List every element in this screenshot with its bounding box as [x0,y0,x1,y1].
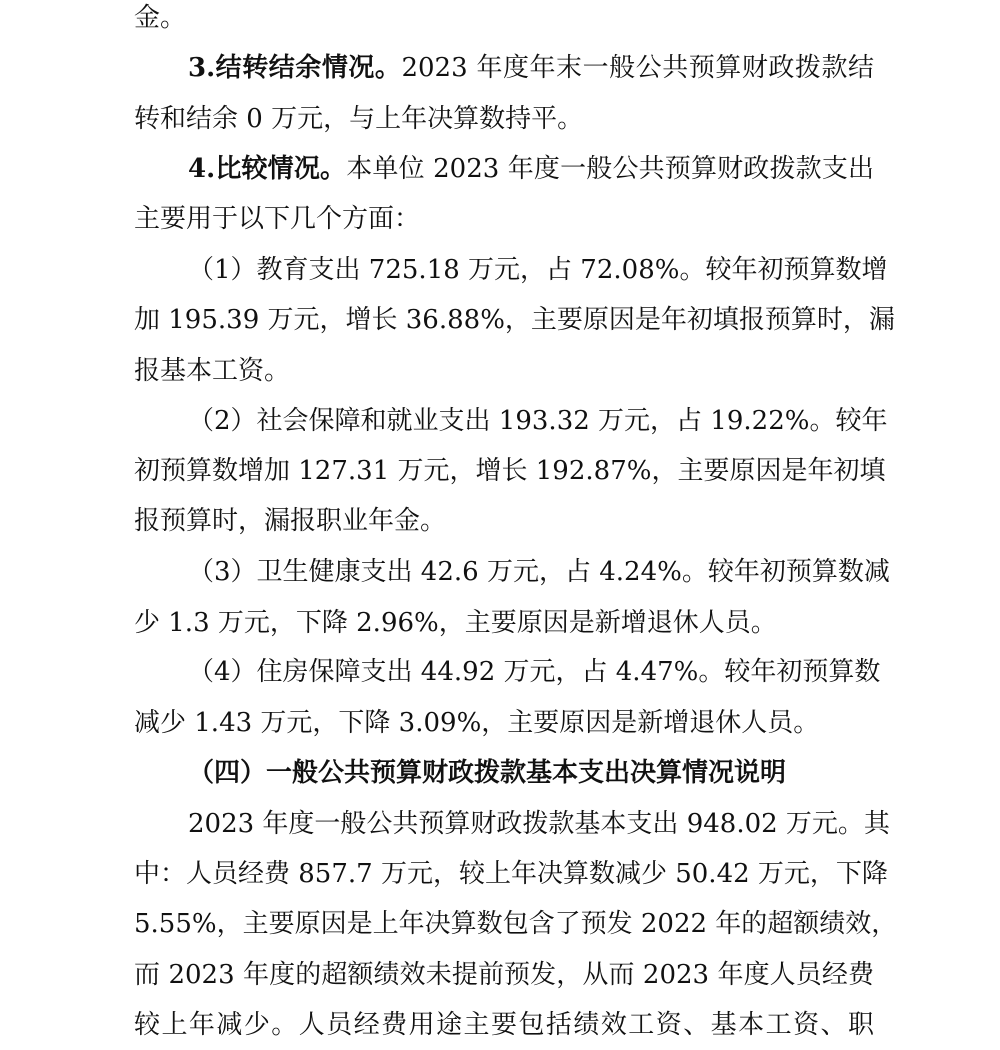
paragraph-line: 4.比较情况。本单位 2023 年度一般公共预算财政拨款支出 [188,154,874,184]
paragraph-line: 加 195.39 万元，增长 36.88%，主要原因是年初填报预算时，漏 [134,305,895,335]
paragraph-line: 中：人员经费 857.7 万元，较上年决算数减少 50.42 万元，下降 [134,859,888,889]
paragraph-line: 而 2023 年度的超额绩效未提前预发，从而 2023 年度人员经费 [134,960,874,990]
paragraph-line: 初预算数增加 127.31 万元，增长 192.87%，主要原因是年初填 [134,456,886,486]
paragraph-line: （3）卫生健康支出 42.6 万元，占 4.24%。较年初预算数减 [188,557,890,587]
paragraph-line: （1）教育支出 725.18 万元，占 72.08%。较年初预算数增 [188,255,888,285]
paragraph-line: 报预算时，漏报职业年金。 [134,506,447,536]
paragraph-line: 2023 年度一般公共预算财政拨款基本支出 948.02 万元。其 [188,809,890,839]
subsection-heading: （四）一般公共预算财政拨款基本支出决算情况说明 [188,758,787,788]
paragraph-line: 减少 1.43 万元，下降 3.09%，主要原因是新增退休人员。 [134,708,820,738]
paragraph-line: 转和结余 0 万元，与上年决算数持平。 [134,104,584,134]
paragraph-line: 少 1.3 万元，下降 2.96%，主要原因是新增退休人员。 [134,608,777,638]
paragraph-line: 主要用于以下几个方面： [134,204,421,234]
paragraph-line: 较上年减少。人员经费用途主要包括绩效工资、基本工资、职 [134,1010,874,1040]
paragraph-line: 3.结转结余情况。2023 年度年末一般公共预算财政拨款结 [188,53,874,83]
paragraph-line: 报基本工资。 [134,356,291,386]
paragraph-line: （2）社会保障和就业支出 193.32 万元，占 19.22%。较年 [188,406,888,436]
section-heading: 4.比较情况。 [188,154,347,184]
paragraph-line: （4）住房保障支出 44.92 万元，占 4.47%。较年初预算数 [188,657,881,687]
section-heading: 3.结转结余情况。 [188,53,402,83]
paragraph-line: 金。 [134,3,187,33]
paragraph-line: 5.55%，主要原因是上年决算数包含了预发 2022 年的超额绩效， [134,909,898,939]
